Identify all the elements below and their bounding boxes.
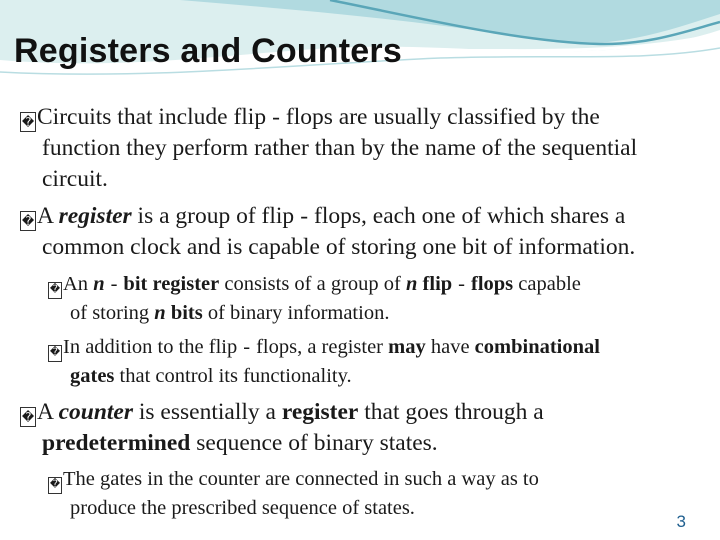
term-flops: flops — [471, 273, 514, 295]
bullet-text: flops are usually classified by the — [285, 104, 600, 130]
term-bits: bits — [165, 302, 203, 324]
box-glyph-icon: � — [48, 345, 62, 362]
slide-title: Registers and Counters — [14, 32, 402, 70]
var-n: n — [154, 302, 166, 324]
bullet-text: flops, a register — [256, 336, 389, 358]
dash: - — [458, 273, 465, 295]
bullet-text: that goes through a — [358, 399, 544, 425]
box-glyph-icon: � — [48, 282, 62, 299]
term-register: register — [58, 203, 132, 229]
bullet-text: produce the prescribed sequence of states. — [70, 497, 415, 519]
bullet-text: The gates in the counter are connected in such a way as to — [63, 468, 539, 490]
bullet-text: common clock and is capable of storing one bit of information. — [42, 234, 636, 260]
box-glyph-icon: � — [20, 112, 36, 132]
box-glyph-icon: � — [20, 211, 36, 231]
bullet-text: circuit. — [42, 166, 108, 192]
box-glyph-icon: � — [20, 407, 36, 427]
bullet-circuits — [20, 102, 637, 195]
bullet-text: is a group of flip — [131, 203, 295, 229]
bullet-text: capable — [513, 273, 581, 295]
dash: - — [272, 104, 280, 130]
bullet-text: of binary information. — [202, 302, 390, 324]
page-number: 3 — [676, 512, 686, 531]
var-n: n — [406, 273, 418, 295]
bullet-text: An — [63, 273, 94, 295]
term-gates: gates — [70, 365, 115, 387]
bullet-text: A — [37, 203, 59, 229]
bullet-text: of storing — [70, 302, 155, 324]
sub-bullet-n-bit-register — [48, 270, 581, 328]
term-combinational: combinational — [474, 336, 600, 358]
bullet-text: consists of a group of — [219, 273, 407, 295]
bullet-text: A — [37, 399, 59, 425]
dash: - — [110, 273, 118, 295]
bullet-counter — [20, 397, 544, 459]
term-counter: counter — [58, 399, 133, 425]
bullet-text: Circuits that include flip — [37, 104, 267, 130]
sub-bullet-counter-gates — [48, 465, 539, 523]
term-flip: flip — [417, 273, 453, 295]
term-predetermined: predetermined — [42, 430, 191, 456]
bullet-text: that control its functionality. — [114, 365, 352, 387]
term-bit-register: bit register — [123, 273, 220, 295]
bullet-text: flops, each one of which shares a — [314, 203, 626, 229]
bullet-text: In addition to the flip — [63, 336, 238, 358]
bullet-text: sequence of binary states. — [190, 430, 438, 456]
bullet-text: have — [425, 336, 475, 358]
term-may: may — [388, 336, 426, 358]
bullet-register — [20, 201, 635, 263]
dash: - — [243, 336, 251, 358]
sub-bullet-combinational-gates — [48, 333, 600, 391]
bullet-text: function they perform rather than by the name of the sequential — [42, 135, 638, 161]
dash: - — [300, 203, 309, 229]
term-register: register — [281, 399, 359, 425]
box-glyph-icon: � — [48, 477, 62, 494]
var-n: n — [93, 273, 105, 295]
bullet-text: is essentially a — [133, 399, 282, 425]
